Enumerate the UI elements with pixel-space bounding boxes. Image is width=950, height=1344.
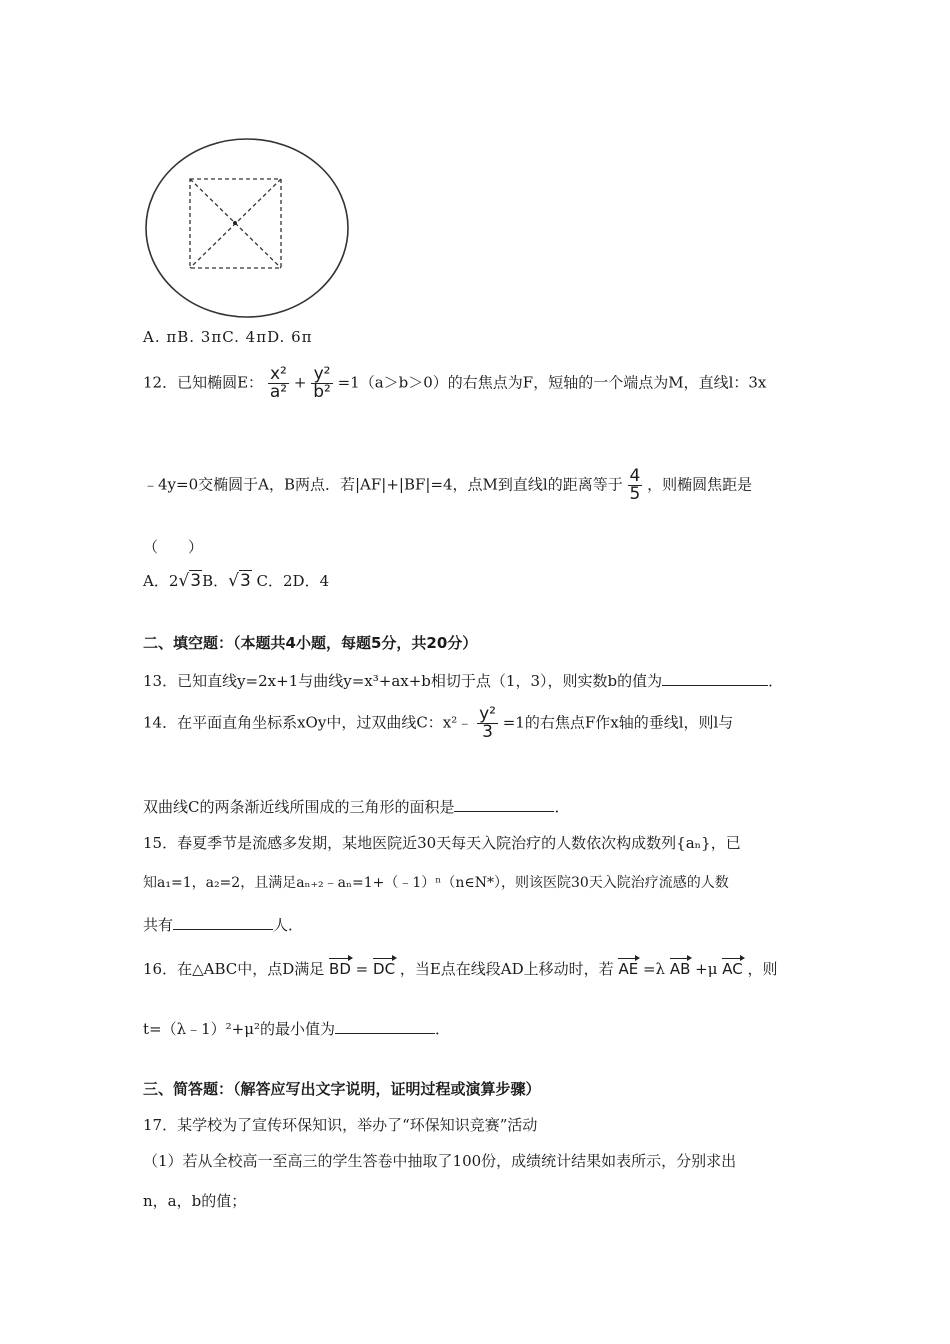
q13-end: ． (768, 672, 784, 690)
q12-opt-b-sqrt: √3 (228, 571, 251, 591)
q13-text: 13．已知直线y=2x+1与曲线y=x³+ax+b相切于点（1，3），则实数b的值为 (143, 672, 663, 690)
q16-lambda: =λ (642, 960, 666, 978)
vector-bd: BD (329, 956, 351, 978)
q16-mid: ，当E点在线段AD上移动时，若 (399, 960, 614, 978)
q16-suffix: ，则 (747, 960, 778, 978)
q14-line2 (143, 796, 570, 817)
q14-frac-num: y² (479, 704, 496, 724)
q16-eq: = (355, 960, 369, 978)
q16-answer-blank[interactable] (335, 1019, 435, 1034)
q12-line1 (143, 366, 766, 401)
q12-opt-a-radicand: 3 (190, 571, 202, 591)
q13-answer-blank[interactable] (662, 671, 768, 686)
section2-heading: 二、填空题：（本题共4小题，每题5分，共20分） (143, 634, 478, 652)
circle-square-figure (143, 136, 353, 324)
vector-dc: DC (373, 956, 395, 978)
q12-opt-a-sqrt: √3 (178, 571, 202, 591)
q16-prefix: 16．在△ABC中，点D满足 (143, 960, 325, 978)
q14-line2-text: 双曲线C的两条渐近线所围成的三角形的面积是 (143, 798, 455, 816)
q15-line3-prefix: 共有 (143, 916, 174, 934)
circle-outline (146, 139, 348, 317)
section3-heading: 三、简答题：（解答应写出文字说明，证明过程或演算步骤） (143, 1080, 541, 1098)
q13 (143, 670, 783, 691)
q11-options: A. πB. 3πC. 4πD. 6π (143, 328, 313, 346)
vector-ac: AC (722, 956, 742, 978)
q14-end: ． (554, 798, 570, 816)
q12-frac-y-over-b (311, 366, 333, 401)
q12-line2 (143, 468, 752, 503)
q12-frac2-den: b² (313, 382, 331, 402)
q15-line2: 知a₁=1，a₂=2，且满足aₙ₊₂﹣aₙ=1+（﹣1）ⁿ（n∈N*），则该医院30天入院治疗流感的人数 (143, 875, 729, 891)
q16-line2-prefix: t=（λ﹣1）²+μ²的最小值为 (143, 1020, 335, 1038)
q15-line3-suffix: 人． (273, 916, 304, 934)
q12-frac-x-over-a (268, 366, 289, 401)
q17-line3: n，a，b的值； (143, 1192, 247, 1210)
q12-dist-den: 5 (629, 484, 641, 504)
q15-answer-blank[interactable] (173, 915, 273, 930)
q14-fraction (477, 706, 498, 741)
q16-line2 (143, 1018, 450, 1039)
q14-frac-den: 3 (482, 722, 493, 742)
vector-ab: AB (670, 956, 691, 978)
q12-line2-suffix: ，则椭圆焦距是 (647, 475, 753, 494)
q12-options (143, 570, 329, 591)
vector-ae: AE (618, 956, 638, 978)
q12-opt-a: A．2 (143, 572, 179, 590)
q14-answer-blank[interactable] (454, 797, 554, 812)
q12-distance-fraction (628, 468, 643, 503)
q14-line1 (143, 706, 733, 741)
q12-opt-rest: C．2D．4 (251, 572, 330, 590)
q12-plus: + (293, 373, 307, 392)
center-point (233, 221, 237, 225)
q12-frac2-num: y² (311, 366, 333, 384)
q12-frac1-num: x² (268, 366, 289, 384)
q12-frac1-den: a² (269, 382, 288, 402)
q12-opt-b: B． (202, 572, 229, 590)
q12-after-frac: =1（a＞b＞0）的右焦点为F，短轴的一个端点为M，直线l：3x (337, 373, 767, 392)
q15-line1: 15．春夏季节是流感多发期，某地医院近30天每天入院治疗的人数依次构成数列{aₙ}，已 (143, 834, 741, 852)
q14-suffix: =1的右焦点F作x轴的垂线l，则l与 (502, 713, 734, 732)
q16-line1 (143, 956, 778, 979)
q17-line1: 17．某学校为了宣传环保知识，举办了“环保知识竞赛”活动 (143, 1116, 538, 1134)
q16-end: ． (435, 1020, 451, 1038)
q12-answer-paren: （ ） (143, 538, 204, 556)
q15-line3 (143, 914, 303, 935)
q17-line2: （1）若从全校高一至高三的学生答卷中抽取了100份，成绩统计结果如表所示，分别求出 (143, 1152, 737, 1170)
q12-opt-b-radicand: 3 (239, 571, 251, 591)
q14-prefix: 14．在平面直角坐标系xOy中，过双曲线C：x²﹣ (143, 713, 473, 732)
q12-prefix: 12．已知椭圆E： (143, 373, 264, 392)
q12-line2-prefix: ﹣4y=0交椭圆于A，B两点．若|AF|+|BF|=4，点M到直线l的距离等于 (143, 475, 623, 494)
q16-mu: +μ (695, 960, 718, 978)
q12-dist-num: 4 (629, 466, 641, 486)
